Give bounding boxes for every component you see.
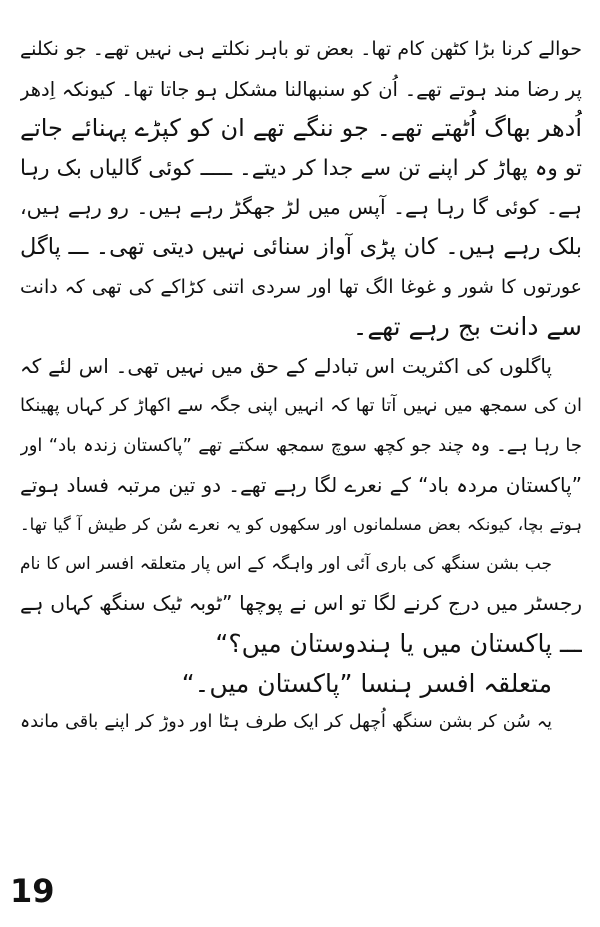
text-line: ان کی سمجھ میں نہیں آتا تھا کہ انہیں اپنی جگہ سے اکھاڑ کر کہاں پھینکا	[20, 395, 582, 417]
text-line: بلک رہے ہیں۔ کان پڑی آواز سنائی نہیں دیتی تھی۔ ـــ پاگل	[20, 233, 582, 260]
text-line: پاگلوں کی اکثریت اس تبادلے کے حق میں نہیں تھی۔ اس لئے کہ	[20, 353, 552, 378]
text-line: تو وہ پھاڑ کر اپنے تن سے جدا کر دیتے۔ ـــــ کوئی گالیاں بک رہا	[20, 155, 582, 181]
text-line: جب بشن سنگھ کی باری آئی اور واہگہ کے اس پار متعلقہ افسر اس کا نام	[20, 553, 552, 574]
text-line: یہ سُن کر بشن سنگھ اُچھل کر ایک طرف ہٹا اور دوڑ کر اپنے باقی ماندہ	[20, 712, 552, 733]
text-line: پر رضا مند ہوتے تھے۔ اُن کو سنبھالنا مشکل ہو جاتا تھا۔ کیونکہ اِدھر	[20, 77, 582, 101]
text-line: رجسٹر میں درج کرنے لگا تو اس نے پوچھا ”ٹوبہ ٹیک سنگھ کہاں ہے	[20, 591, 582, 616]
page-number: 19	[10, 872, 55, 910]
text-line: سے دانت بج رہے تھے۔	[352, 312, 582, 342]
text-line: عورتوں کا شور و غوغا الگ تھا اور سردی اتنی کڑاکے کی تھی کہ دانت	[20, 275, 582, 298]
text-line: حوالے کرنا بڑا کٹھن کام تھا۔ بعض تو باہر نکلتے ہی نہیں تھے۔ جو نکلنے	[20, 38, 582, 60]
text-line: ہے۔ کوئی گا رہا ہے۔ آپس میں لڑ جھگڑ رہے ہیں۔ رو رہے ہیں،	[20, 195, 582, 220]
text-line: ”پاکستان مردہ باد“ کے نعرے لگا رہے تھے۔ دو تین مرتبہ فساد ہوتے	[20, 472, 582, 497]
text-line: اُدھر بھاگ اُٹھتے تھے۔ جو ننگے تھے ان کو کپڑے پہنائے جاتے	[20, 114, 582, 143]
text-line: جا رہا ہے۔ وہ چند جو کچھ سوچ سمجھ سکتے تھے ”پاکستان زندہ باد“ اور	[20, 434, 582, 456]
text-line: ـــ پاکستان میں یا ہندوستان میں؟“	[215, 628, 582, 658]
text-line: ہوتے بچا، کیونکہ بعض مسلمانوں اور سکھوں کو یہ نعرے سُن کر طیش آ گیا تھا۔	[20, 515, 582, 535]
text-line: متعلقہ افسر ہنسا ”پاکستان میں۔“	[181, 668, 552, 698]
page-text-body	[20, 30, 582, 743]
